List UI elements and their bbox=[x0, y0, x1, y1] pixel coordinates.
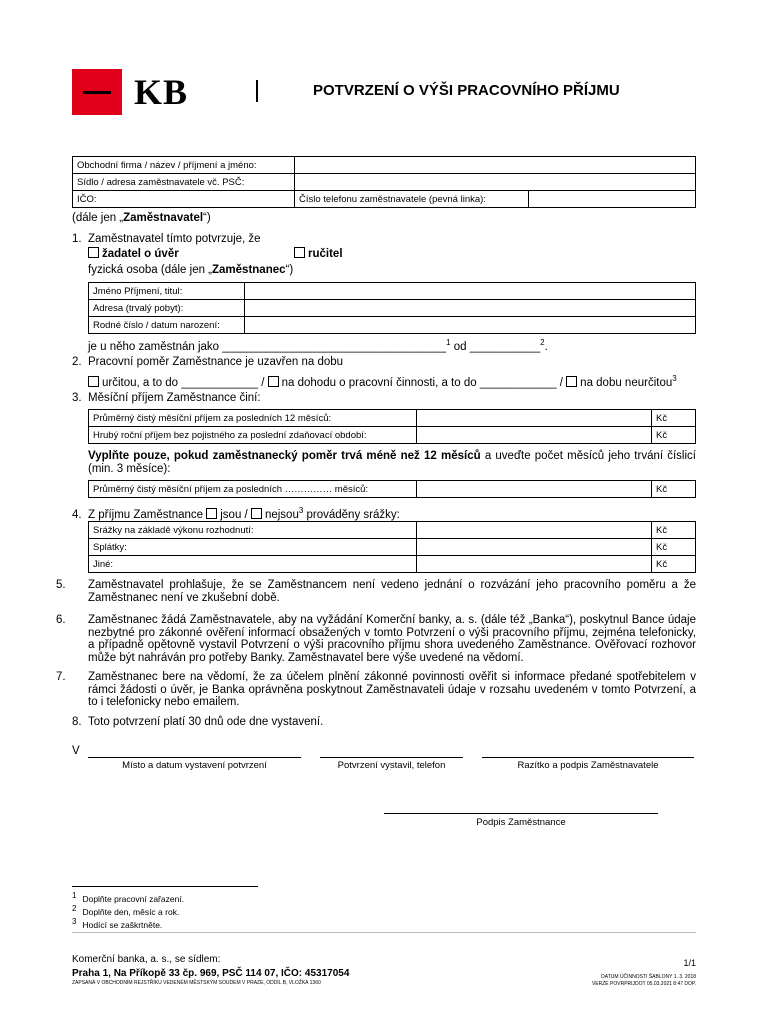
address-label: Sídlo / adresa zaměstnavatele vč. PSČ: bbox=[73, 174, 295, 191]
footer-bank-address: Praha 1, Na Příkopě 33 čp. 969, PSČ 114 07, IČO: 45317054 bbox=[72, 968, 350, 979]
short-income-table bbox=[88, 480, 696, 498]
name-label: Jméno Příjmení, titul: bbox=[89, 283, 245, 300]
opt-guarantor[interactable]: ručitel bbox=[294, 247, 343, 261]
deductions-yes-checkbox[interactable] bbox=[206, 508, 217, 519]
footer-bank-label: Komerční banka, a. s., se sídlem: bbox=[72, 954, 221, 965]
s3-heading: 3. Měsíční příjem Zaměstnance činí: bbox=[72, 392, 261, 404]
currency-label: Kč bbox=[652, 427, 696, 444]
name-field[interactable] bbox=[245, 283, 696, 300]
currency-label: Kč bbox=[652, 481, 696, 498]
s2-heading: 2. Pracovní poměr Zaměstnance je uzavřen na dobu bbox=[72, 356, 344, 368]
company-label: Obchodní firma / název / příjmení a jméno: bbox=[73, 157, 295, 174]
s5-paragraph: 5. Zaměstnavatel prohlašuje, že se Zaměstnancem není vedeno jednání o rozvázání jeho pracovního poměru a že Zaměstnanec není ve zkušební době. bbox=[56, 579, 696, 604]
other-field[interactable] bbox=[417, 556, 652, 573]
employee-sign-caption: Podpis Zaměstnance bbox=[476, 817, 566, 828]
s7-paragraph: 7. Zaměstnanec bere na vědomí, že za účelem plnění zákonné povinnosti ověřit si informace předané spotřebitelem v rámci žádosti o úvěr, je Banka oprávněna poskytnout Zaměstnavateli údaje v rozsahu uvedeném v tomto Potvrzení, a to i telefonicky nebo emailem. bbox=[56, 671, 696, 708]
short-employment-note: Vyplňte pouze, pokud zaměstnanecký poměr trvá méně než 12 měsíců a uveďte počet měsíců jeho trvání číslicí (min. 3 měsíce): bbox=[88, 450, 696, 475]
currency-label: Kč bbox=[652, 539, 696, 556]
gross-income-label: Hrubý roční příjem bez pojistného za poslední zdaňovací období: bbox=[89, 427, 417, 444]
place-date-caption: Místo a datum vystavení potvrzení bbox=[122, 760, 267, 771]
phone-field[interactable] bbox=[529, 191, 696, 208]
header-separator bbox=[256, 80, 258, 102]
place-date-line[interactable] bbox=[88, 757, 301, 758]
employer-table bbox=[72, 156, 696, 208]
opt-applicant[interactable]: žadatel o úvěr bbox=[88, 247, 179, 261]
ico-label: IČO: bbox=[73, 191, 295, 208]
employee-table bbox=[88, 282, 696, 334]
net-income-label: Průměrný čistý měsíční příjem za posledních 12 měsíců: bbox=[89, 410, 417, 427]
deductions-no-checkbox[interactable] bbox=[251, 508, 262, 519]
installments-label: Splátky: bbox=[89, 539, 417, 556]
s1-heading: 1. Zaměstnavatel tímto potvrzuje, že bbox=[72, 233, 261, 245]
page-number: 1/1 bbox=[683, 958, 696, 968]
phone-label: Číslo telefonu zaměstnavatele (pevná linka): bbox=[295, 191, 529, 208]
stamp-line[interactable] bbox=[482, 757, 694, 758]
birth-field[interactable] bbox=[245, 317, 696, 334]
footer-register: ZAPSANÁ V OBCHODNÍM REJSTŘÍKU VEDENÉM MĚSTSKÝM SOUDEM V PRAZE, ODDÍL B, VLOŽKA 1360 bbox=[72, 980, 321, 986]
issued-by-caption: Potvrzení vystavil, telefon bbox=[337, 760, 446, 771]
place-v-label: V bbox=[72, 745, 80, 757]
currency-label: Kč bbox=[652, 410, 696, 427]
execution-field[interactable] bbox=[417, 522, 652, 539]
installments-field[interactable] bbox=[417, 539, 652, 556]
footer-divider bbox=[72, 932, 696, 933]
employee-sign-line[interactable] bbox=[384, 813, 658, 814]
applicant-checkbox[interactable] bbox=[88, 247, 99, 258]
s4-heading: 4. Z příjmu Zaměstnance jsou / nejsou$^3$ prováděny srážky: bbox=[72, 506, 400, 521]
logo-bar-icon bbox=[83, 91, 111, 94]
agreement-checkbox[interactable] bbox=[268, 376, 279, 387]
gross-income-field[interactable] bbox=[417, 427, 652, 444]
kb-logo-text: KB bbox=[134, 72, 189, 112]
page-title: POTVRZENÍ O VÝŠI PRACOVNÍHO PŘÍJMU bbox=[313, 82, 620, 99]
footnote-divider bbox=[72, 886, 258, 887]
short-income-field[interactable] bbox=[417, 481, 652, 498]
address-field[interactable] bbox=[295, 174, 696, 191]
execution-label: Srážky na základě výkonu rozhodnutí: bbox=[89, 522, 417, 539]
perm-address-label: Adresa (trvalý pobyt): bbox=[89, 300, 245, 317]
s8-paragraph: 8. Toto potvrzení platí 30 dnů ode dne vystavení. bbox=[72, 716, 324, 728]
footnote-1: $^1$ Doplňte pracovní zařazení. bbox=[72, 891, 185, 904]
kb-logo-mark bbox=[72, 69, 122, 115]
short-income-label: Průměrný čistý měsíční příjem za posledních …………… měsíců: bbox=[89, 481, 417, 498]
stamp-caption: Razítko a podpis Zaměstnavatele bbox=[517, 760, 659, 771]
issued-by-line[interactable] bbox=[320, 757, 463, 758]
other-label: Jiné: bbox=[89, 556, 417, 573]
net-income-field[interactable] bbox=[417, 410, 652, 427]
s6-paragraph: 6. Zaměstnanec žádá Zaměstnavatele, aby na vyžádání Komerční banky, a. s. (dále též „Banka“), poskytnul Bance údaje nezbytné pro zákonné ověření informací obsažených v tomto Potvrzení o výši pracovního příjmu, zejména telefonicky, a případně opětovně vystavil Potvrzení o výši pracovního příjmu shora uvedeného Zaměstnance. Ověřovací rozhovor může být nahráván pro potřeby Banky. Zaměstnavatel bere výše uvedené na vědomí. bbox=[56, 614, 696, 664]
income-table bbox=[88, 409, 696, 444]
template-validity: DATUM ÚČINNOSTI ŠABLONY 1. 3. 2018 bbox=[601, 974, 696, 980]
footnote-3: $^3$ Hodící se zaškrtněte. bbox=[72, 917, 163, 930]
perm-address-field[interactable] bbox=[245, 300, 696, 317]
indefinite-checkbox[interactable] bbox=[566, 376, 577, 387]
birth-label: Rodné číslo / datum narození: bbox=[89, 317, 245, 334]
currency-label: Kč bbox=[652, 556, 696, 573]
fixed-term-checkbox[interactable] bbox=[88, 376, 99, 387]
currency-label: Kč bbox=[652, 522, 696, 539]
person-note: fyzická osoba (dále jen „Zaměstnanec“) bbox=[88, 264, 294, 276]
footnote-2: $^2$ Doplňte den, měsíc a rok. bbox=[72, 904, 180, 917]
company-field[interactable] bbox=[295, 157, 696, 174]
employer-note: (dále jen „Zaměstnavatel“) bbox=[72, 212, 211, 224]
employed-as-line: je u něho zaměstnán jako ___________________________________$^1$ od ___________$^2$. bbox=[88, 338, 548, 353]
s2-options: určitou, a to do ____________ / na dohodu o pracovní činnosti, a to do ____________ / na dobu neurčitou$^3$ bbox=[88, 372, 677, 390]
template-version: VERZE POVRPRIJDOT 05.03.2021 8:47 DOP. bbox=[591, 981, 696, 987]
deductions-table bbox=[88, 521, 696, 573]
guarantor-checkbox[interactable] bbox=[294, 247, 305, 258]
